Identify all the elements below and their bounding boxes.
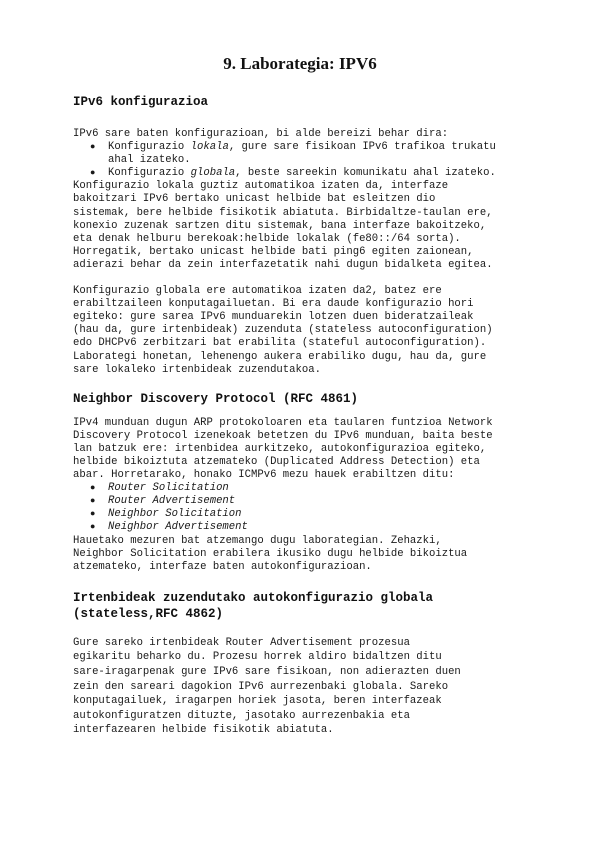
text-line: zein den sareari dagokion IPv6 aurrezenbaki globala. Sareko xyxy=(73,680,449,693)
text-line: lan batzuk ere: irtenbidea aurkitzeko, autokonfigurazioa egiteko, xyxy=(73,442,487,455)
page-title: 9. Laborategia: IPV6 xyxy=(223,54,377,73)
message-name: Router Solicitation xyxy=(108,482,229,495)
paragraph-ndp-usage xyxy=(73,535,543,574)
bullet-text: ahal izateko. xyxy=(108,154,191,167)
list-item-global xyxy=(108,167,543,180)
bullet-text: , beste sareekin komunikatu ahal izateko. xyxy=(235,167,496,180)
bullet-text: Konfigurazio xyxy=(108,167,191,180)
list-item xyxy=(108,482,543,495)
text-line: Konfigurazio lokala guztiz automatikoa izaten da, interfaze xyxy=(73,180,449,193)
section-heading-ndp: Neighbor Discovery Protocol (RFC 4861) xyxy=(73,391,359,406)
message-name: Neighbor Advertisement xyxy=(108,521,248,534)
text-line: Konfigurazio globala ere automatikoa izaten da2, batez ere xyxy=(73,285,442,298)
list-item xyxy=(108,521,543,534)
list-item xyxy=(108,495,543,508)
text-line: edo DHCPv6 zerbitzari bat erabilita (stateful autoconfiguration). xyxy=(73,337,487,350)
heading-line: (stateless,RFC 4862) xyxy=(73,606,224,621)
text-line: Horregatik, bertako unicast helbide bati ping6 egiten zaionean, xyxy=(73,245,474,258)
text-line: IPv4 munduan dugun ARP protokoloaren eta taularen funtzioa Network xyxy=(73,416,493,429)
text-line: konputagailuek, iragarpen horiek jasota, beren interfazeak xyxy=(73,695,442,708)
paragraph-local-config xyxy=(73,180,543,272)
message-name: Router Advertisement xyxy=(108,495,236,508)
document-body xyxy=(73,94,543,738)
text-line: egiteko: gure sarea IPv6 munduarekin lotzen duen bideratzaileak xyxy=(73,311,474,324)
heading-line: Irtenbideak zuzendutako autokonfigurazio globala xyxy=(73,590,434,605)
text-line: atzemateko, interfaze baten autokonfigurazioan. xyxy=(73,560,372,573)
text-line: sare lokaleko irtenbideak zuzendutakoa. xyxy=(73,363,321,376)
text-line: abar. Horretarako, honako ICMPv6 mezu hauek erabiltzen ditu: xyxy=(73,469,455,482)
section-heading-ipv6-config: IPv6 konfigurazioa xyxy=(73,95,209,109)
text-line: interfazearen helbide fisikotik abiatuta. xyxy=(73,724,334,737)
bullet-emphasis: lokala xyxy=(190,141,229,154)
bullet-emphasis: globala xyxy=(190,167,236,180)
list-item xyxy=(108,508,543,521)
paragraph-ndp-intro xyxy=(73,417,543,482)
text-line: (hau da, gure irtenbideak) zuzenduta (stateless autoconfiguration) xyxy=(73,324,493,337)
text-line: Laborategi honetan, lehenengo aukera erabiliko dugu, hau da, gure xyxy=(73,350,487,363)
section-heading-stateless xyxy=(73,590,543,622)
message-name: Neighbor Solicitation xyxy=(108,508,242,521)
text-line: Neighbor Solicitation erabilera ikusiko dugu helbide bikoiztua xyxy=(73,547,468,560)
text-line: sistemak, bere helbide fisikotik abiatuta. Birbidaltze-taulan ere, xyxy=(73,206,493,219)
text-line: eta denak helburu berekoak:helbide lokalak (fe80::/64 sorta). xyxy=(73,232,461,245)
bullet-text: , gure sare fisikoan IPv6 trafikoa trukatu xyxy=(228,141,496,154)
bullet-text: Konfigurazio xyxy=(108,141,191,154)
text-line: konexio zuzenak sartzen ditu sistemak, bana interfaze bakoitzeko, xyxy=(73,219,487,232)
paragraph-global-config xyxy=(73,285,543,377)
text-line: bakoitzari IPv6 bertako unicast helbide bat esleitzen dio xyxy=(73,193,436,206)
paragraph-router-advertisement xyxy=(73,636,543,738)
text-line: erabiltzaileen konputagailuetan. Bi era daude konfigurazio hori xyxy=(73,298,474,311)
text-line: helbide bikoiztuta atzemateko (Duplicated Address Detection) eta xyxy=(73,455,480,468)
text-line: adierazi behar da zein interfazetatik nahi dugun bidalketa egitea. xyxy=(73,258,493,271)
icmpv6-message-list xyxy=(73,482,543,534)
text-line: sare-iragarpenak gure IPv6 sare fisikoan, non adierazten duen xyxy=(73,666,461,678)
text-line: egikaritu beharko du. Prozesu horrek aldiro bidaltzen ditu xyxy=(73,651,442,664)
config-list xyxy=(73,141,543,180)
text-line: Discovery Protocol izenekoak betetzen du IPv6 munduan, baita beste xyxy=(73,429,493,442)
list-item-local xyxy=(108,141,543,167)
text-line: autokonfiguratzen dituzte, jasotako aurrezenbakia eta xyxy=(73,709,410,722)
text-line: Hauetako mezuren bat atzemango dugu laborategian. Zehazki, xyxy=(73,534,442,547)
text-line: Gure sareko irtenbideak Router Advertisement prozesua xyxy=(73,636,410,649)
intro-line: IPv6 sare baten konfigurazioan, bi alde bereizi behar dira: xyxy=(73,128,449,140)
